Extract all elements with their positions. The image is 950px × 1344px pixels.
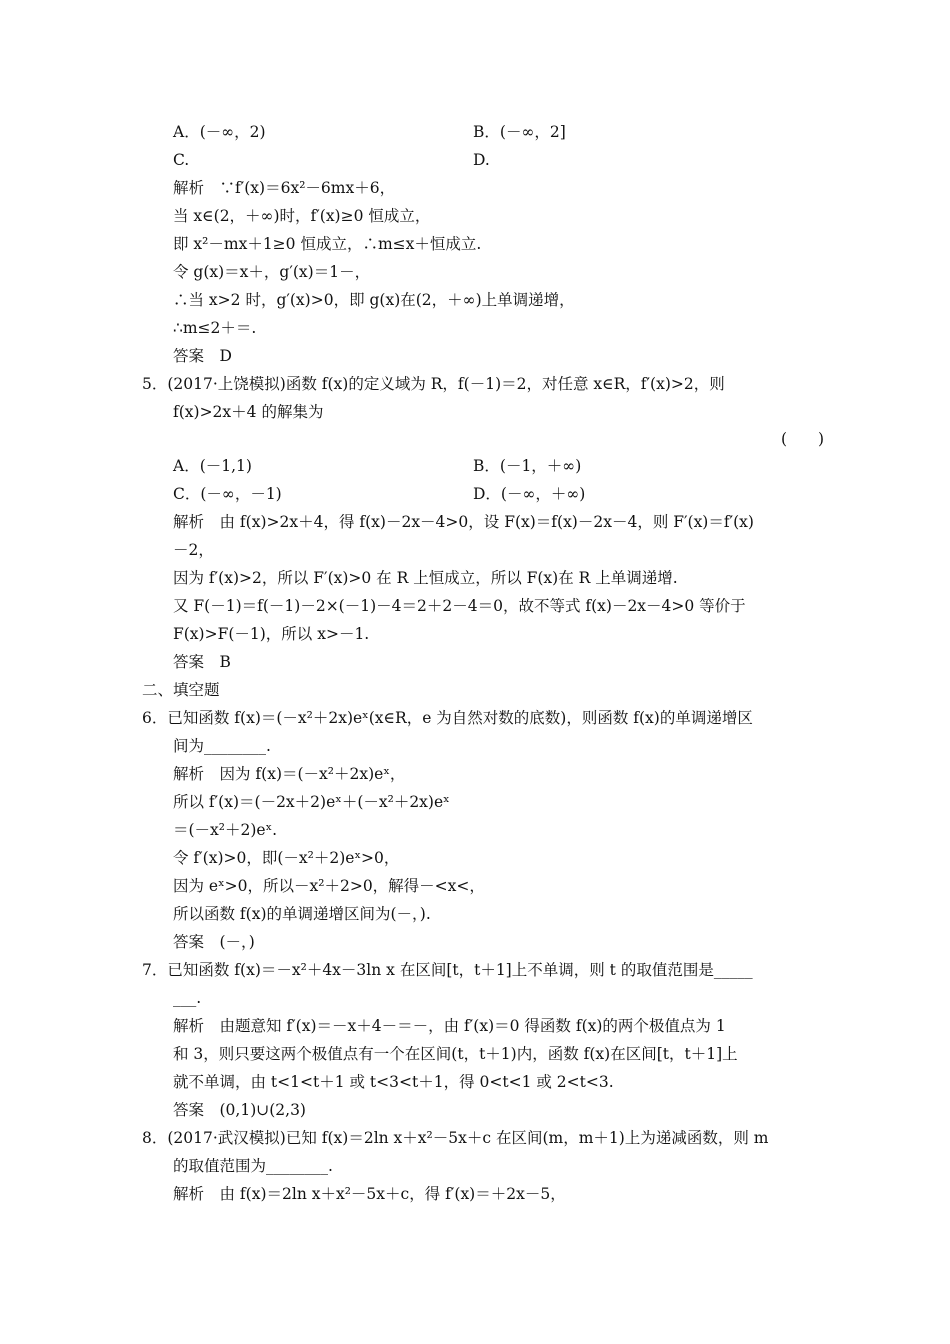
q6-stem-line: 间为________. (173, 737, 271, 755)
q5-solution-line: 因为 f′(x)>2，所以 F′(x)>0 在 R 上恒成立，所以 F(x)在 R 上单调递增. (173, 569, 678, 587)
q4-solution-line: 即 x²－mx＋1≥0 恒成立，∴m≤x＋恒成立. (173, 235, 482, 253)
q7-solution-line: 就不单调，由 t<1<t＋1 或 t<3<t＋1，得 0<t<1 或 2<t<3. (173, 1073, 614, 1091)
q6-stem-line: 6．已知函数 f(x)＝(－x²＋2x)eˣ(x∈R，e 为自然对数的底数)，则函数 f(x)的单调递增区 (142, 709, 753, 727)
q5-answer-bracket: ( ) (781, 430, 825, 448)
q5-stem-line: 5．(2017·上饶模拟)函数 f(x)的定义域为 R，f(－1)＝2，对任意 x∈R，f′(x)>2，则 (142, 375, 725, 393)
q6-solution-line: 所以 f′(x)＝(－2x＋2)eˣ＋(－x²＋2x)eˣ (173, 793, 450, 811)
q5-solution-line: －2， (173, 541, 214, 559)
section-heading: 二、填空题 (142, 681, 220, 699)
q5-answer: 答案 B (173, 653, 231, 671)
q4-option-d: D. (473, 151, 490, 169)
q7-solution-line: 解析 由题意知 f′(x)＝－x＋4－＝－，由 f′(x)＝0 得函数 f(x)的两个极值点为 1 (173, 1017, 726, 1035)
q7-answer: 答案 (0,1)∪(2,3) (173, 1101, 306, 1119)
q4-solution-line: ∴m≤2＋＝. (173, 319, 257, 337)
q7-solution-line: 和 3，则只要这两个极值点有一个在区间(t，t＋1)内，函数 f(x)在区间[t，t＋1]上 (173, 1045, 738, 1063)
q6-solution-line: 令 f′(x)>0，即(－x²＋2)eˣ>0， (173, 849, 400, 867)
q5-solution-line: 解析 由 f(x)>2x＋4，得 f(x)－2x－4>0，设 F(x)＝f(x)－2x－4，则 F′(x)＝f′(x) (173, 513, 754, 531)
q5-solution-line: 又 F(－1)＝f(－1)－2×(－1)－4＝2＋2－4＝0，故不等式 f(x)－2x－4>0 等价于 (173, 597, 746, 615)
q5-option-d: D．(－∞，＋∞) (473, 485, 586, 503)
q6-answer: 答案 (－，) (173, 933, 255, 951)
q4-answer: 答案 D (173, 347, 232, 365)
q5-stem-line: f(x)>2x＋4 的解集为 (173, 403, 324, 421)
q4-option-b: B．(－∞，2] (473, 123, 566, 141)
q4-option-c: C. (173, 151, 190, 169)
q8-stem-line: 的取值范围为________. (173, 1157, 333, 1175)
q7-stem-line: 7．已知函数 f(x)＝－x²＋4x－3ln x 在区间[t，t＋1]上不单调，则 t 的取值范围是_____ (142, 961, 753, 979)
q5-option-c: C．(－∞，－1) (173, 485, 282, 503)
q7-stem-line: ___. (173, 989, 202, 1007)
q6-solution-line: ＝(－x²＋2)eˣ. (173, 821, 278, 839)
q6-solution-line: 解析 因为 f(x)＝(－x²＋2x)eˣ， (173, 765, 406, 783)
q6-solution-line: 因为 eˣ>0，所以－x²＋2>0，解得－<x<， (173, 877, 485, 895)
q5-option-b: B．(－1，＋∞) (473, 457, 582, 475)
q4-solution-line: 解析 ∵f′(x)＝6x²－6mx＋6， (173, 179, 396, 197)
q8-stem-line: 8．(2017·武汉模拟)已知 f(x)＝2ln x＋x²－5x＋c 在区间(m，m＋1)上为递减函数，则 m (142, 1129, 769, 1147)
q4-option-a: A．(－∞，2) (173, 123, 266, 141)
q5-solution-line: F(x)>F(－1)，所以 x>－1. (173, 625, 370, 643)
q5-option-a: A．(－1,1) (173, 457, 252, 475)
q4-solution-line: ∴当 x>2 时，g′(x)>0，即 g(x)在(2，＋∞)上单调递增， (173, 291, 575, 309)
q6-solution-line: 所以函数 f(x)的单调递增区间为(－，). (173, 905, 431, 923)
q8-solution-line: 解析 由 f(x)＝2ln x＋x²－5x＋c，得 f′(x)＝＋2x－5， (173, 1185, 566, 1203)
q4-solution-line: 当 x∈(2，＋∞)时，f′(x)≥0 恒成立， (173, 207, 431, 225)
q4-solution-line: 令 g(x)＝x＋，g′(x)＝1－， (173, 263, 371, 281)
